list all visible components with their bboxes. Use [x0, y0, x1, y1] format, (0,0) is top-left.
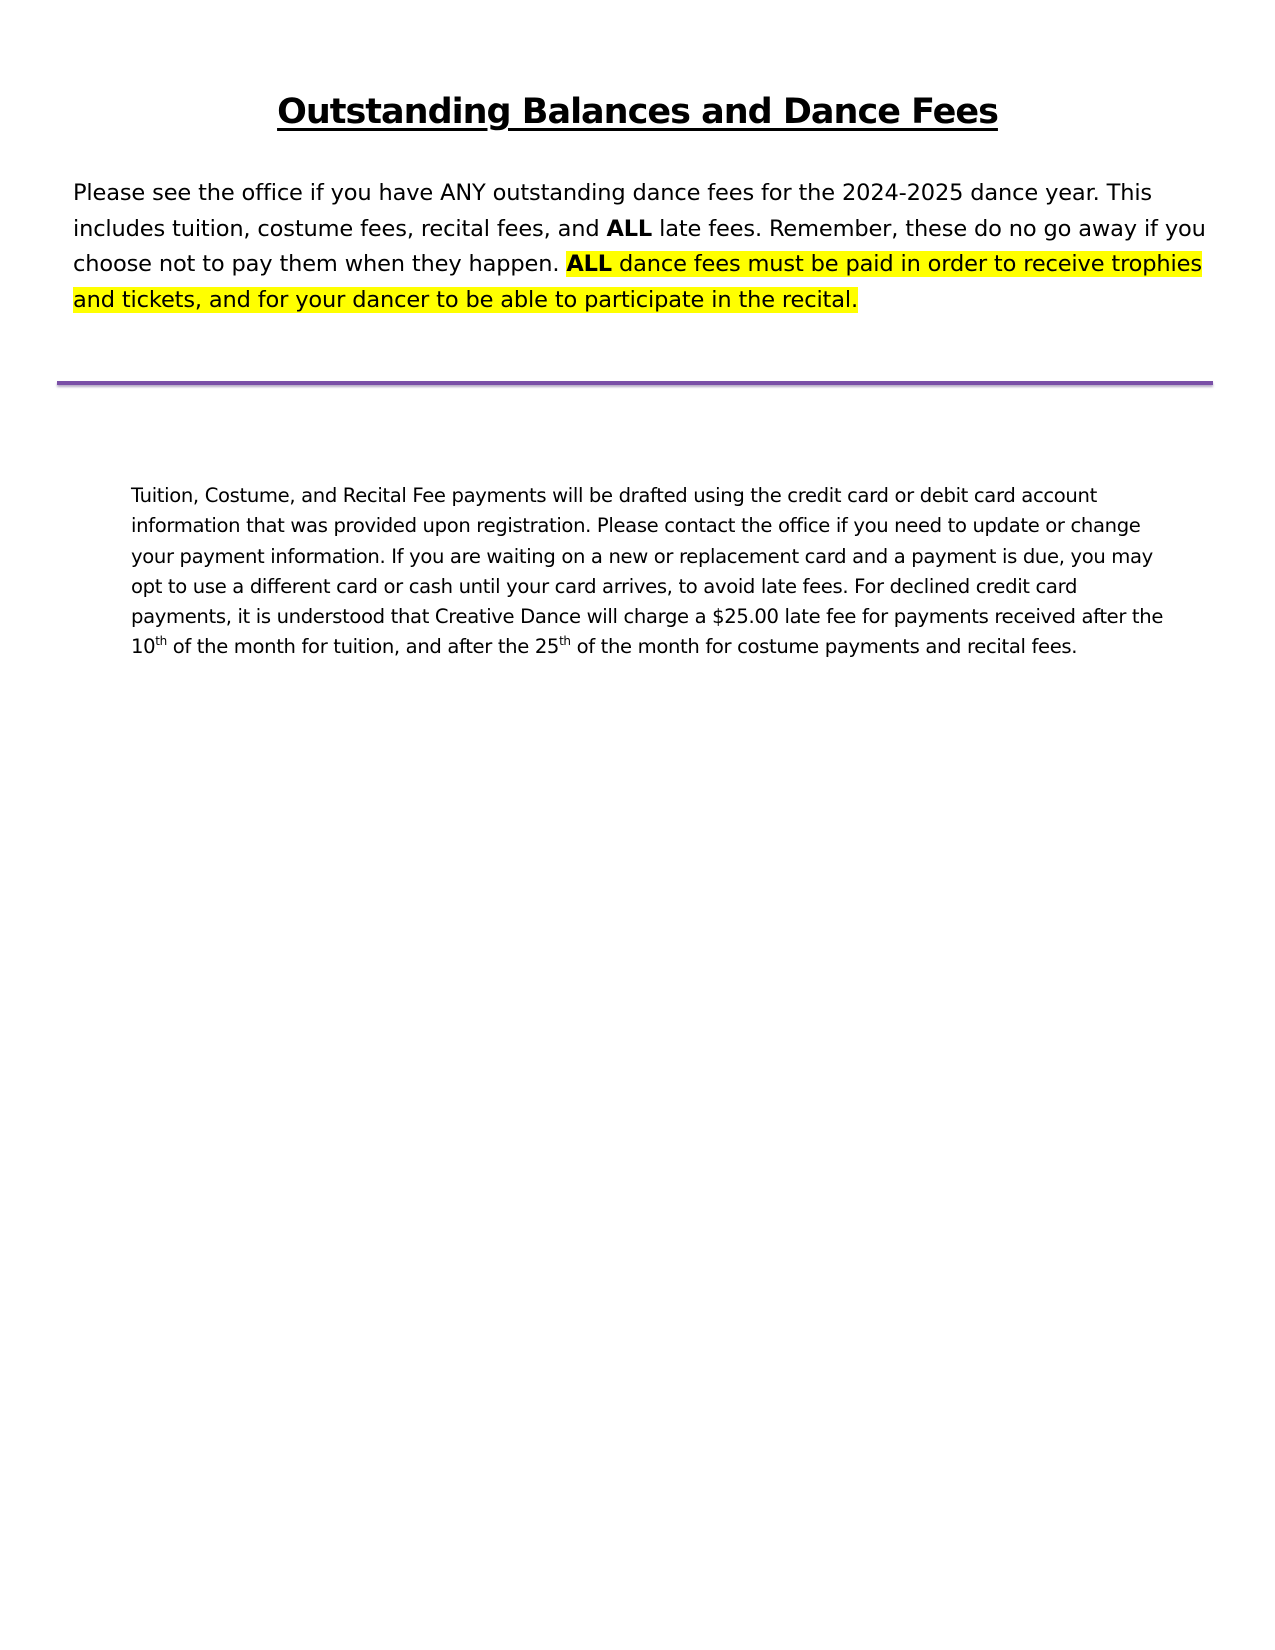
policy-text-1: Tuition, Costume, and Recital Fee payments will be drafted using the credit card or debit card account information that was provided upon registration. Please contact the office if you need to update or change your payment information. If you are waiting on a new or replacement card and a payment is due, you may opt to use a different card or cash until your card arrives, to avoid late fees. For declined credit card payments, it is understood that Creative Dance will charge a $25.00 late fee for payments received after the 10 — [131, 484, 1164, 659]
payment-policy-paragraph — [131, 481, 1171, 663]
page-title — [0, 88, 1275, 136]
policy-text-3: of the month for costume payments and recital fees. — [570, 635, 1078, 659]
intro-text-2: late fees. Remember, these do no go away if you choose not to pay them when they happen. — [73, 215, 1206, 277]
policy-sup-2: th — [559, 634, 571, 649]
page-title-text: Outstanding Balances and Dance Fees — [277, 92, 998, 132]
highlight-text: dance fees must be paid in order to receive trophies and tickets, and for your dancer to be able to participate in the recital. — [73, 251, 1202, 313]
section-divider — [57, 381, 1213, 385]
outstanding-fees-paragraph — [73, 176, 1213, 318]
highlight-bold-all: ALL — [566, 251, 612, 277]
intro-bold-all: ALL — [606, 215, 653, 242]
policy-sup-1: th — [155, 634, 167, 649]
policy-text-2: of the month for tuition, and after the 25 — [166, 635, 560, 659]
intro-text-1: Please see the office if you have ANY outstanding dance fees for the 2024-2025 dance year. This includes tuition, costume fees, recital fees, and — [73, 180, 1152, 242]
